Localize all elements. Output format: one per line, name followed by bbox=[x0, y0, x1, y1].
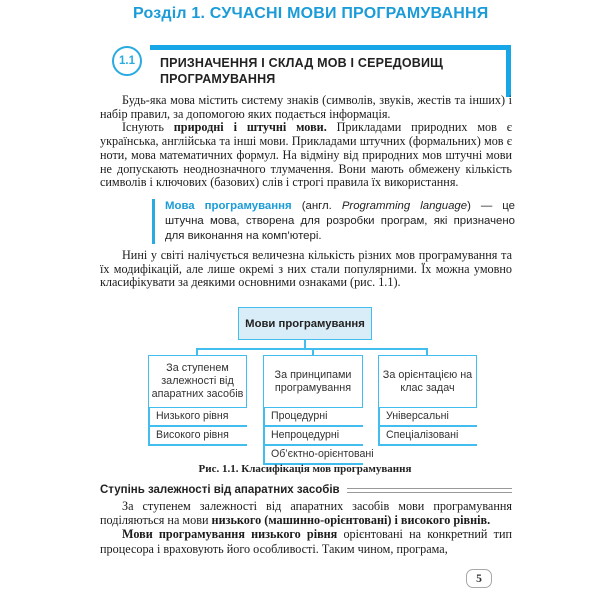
section-number-badge bbox=[112, 46, 142, 76]
intro-paragraphs bbox=[100, 94, 512, 190]
double-rule-divider bbox=[347, 488, 512, 493]
section-number: 1.1 bbox=[119, 55, 135, 67]
figure-1-1-diagram bbox=[0, 305, 600, 463]
definition-english-term: Programming language bbox=[341, 200, 468, 212]
definition-term: Мова програмування bbox=[165, 200, 292, 212]
leaf-low-level: Низького рівня bbox=[150, 408, 247, 427]
diagram-connector-root-stem bbox=[304, 340, 306, 348]
diagram-root-box: Мови програмування bbox=[238, 307, 372, 340]
diagram-connector-stub-1 bbox=[196, 348, 198, 355]
diagram-leaves-principles bbox=[263, 408, 374, 465]
page-number: 5 bbox=[476, 572, 482, 585]
diagram-branch-hardware: За ступенем залежності від апаратних засобів bbox=[148, 355, 247, 408]
diagram-branch-principles: За принципами програмування bbox=[263, 355, 363, 408]
leaf-object-oriented: Об’єктно-орієнтовані bbox=[265, 446, 363, 465]
definition-box: Мова програмування (англ. Programming language) — це штучна мова, створена для розробки програм, які призначено для виконання на комп’ютері. bbox=[152, 199, 515, 244]
leaf-procedural: Процедурні bbox=[265, 408, 363, 427]
leaf-high-level: Високого рівня bbox=[150, 427, 247, 446]
subsection-paragraphs bbox=[100, 499, 512, 556]
page-number-badge bbox=[466, 569, 492, 588]
diagram-leaves-hardware bbox=[148, 408, 247, 446]
paragraph-3-block bbox=[100, 249, 512, 290]
leaf-universal: Універсальні bbox=[380, 408, 477, 427]
paragraph-5: Мови програмування низького рівня орієнтовані на конкретний тип процесора і враховують його особливості. Таким чином, програма, bbox=[100, 527, 512, 556]
paragraph-1: Будь-яка мова містить систему знаків (символів, звуків, жестів та інших) і набір правил, за допомогою яких подається інформація. bbox=[100, 93, 512, 121]
subsection-heading-row bbox=[100, 484, 512, 496]
paragraph-3: Нині у світі налічується величезна кількість різних мов програмування та їх модифікацій, але лише окремі з них стали популярними. Їх можна умовно класифікувати за деякими основними ознаками (рис. 1.1). bbox=[100, 248, 512, 290]
leaf-specialized: Спеціалізовані bbox=[380, 427, 477, 446]
bold-low-level-languages: Мови програмування низького рівня bbox=[122, 527, 338, 542]
diagram-leaves-task-class bbox=[378, 408, 477, 446]
section-title-box bbox=[150, 45, 511, 97]
bold-term-natural-artificial: природні і штучні мови. bbox=[173, 120, 327, 135]
subsection-heading: Ступінь залежності від апаратних засобів bbox=[100, 484, 340, 496]
section-title: ПРИЗНАЧЕННЯ І СКЛАД МОВ І СЕРЕДОВИЩ ПРОГРАМУВАННЯ bbox=[160, 56, 444, 86]
bold-low-high-levels: низького (машинно-орієнтовані) і високого рівнів. bbox=[211, 513, 491, 528]
paragraph-2: Існують природні і штучні мови. Прикладами природних мов є українська, англійська та інші мови. Прикладами штучних (формальних) мов є ноти, мова математичних формул. На відміну від природних мов штучні мови не допускають неоднозначного тлумачення. Вони мають обмежену кількість символів і ключових (базових) слів і строгі правила їх використання. bbox=[100, 120, 513, 190]
diagram-connector-stub-2 bbox=[312, 348, 314, 355]
leaf-nonprocedural: Непроцедурні bbox=[265, 427, 363, 446]
diagram-connector-stub-3 bbox=[426, 348, 428, 355]
diagram-branch-task-class: За орієнтацією на клас задач bbox=[378, 355, 477, 408]
chapter-title: Розділ 1. СУЧАСНІ МОВИ ПРОГРАМУВАННЯ bbox=[133, 5, 489, 22]
paragraph-4: За ступенем залежності від апаратних засобів мови програмування поділяються на мови низького (машинно-орієнтовані) і високого рівнів. bbox=[100, 499, 512, 528]
figure-caption: Рис. 1.1. Класифікація мов програмування bbox=[198, 463, 412, 475]
